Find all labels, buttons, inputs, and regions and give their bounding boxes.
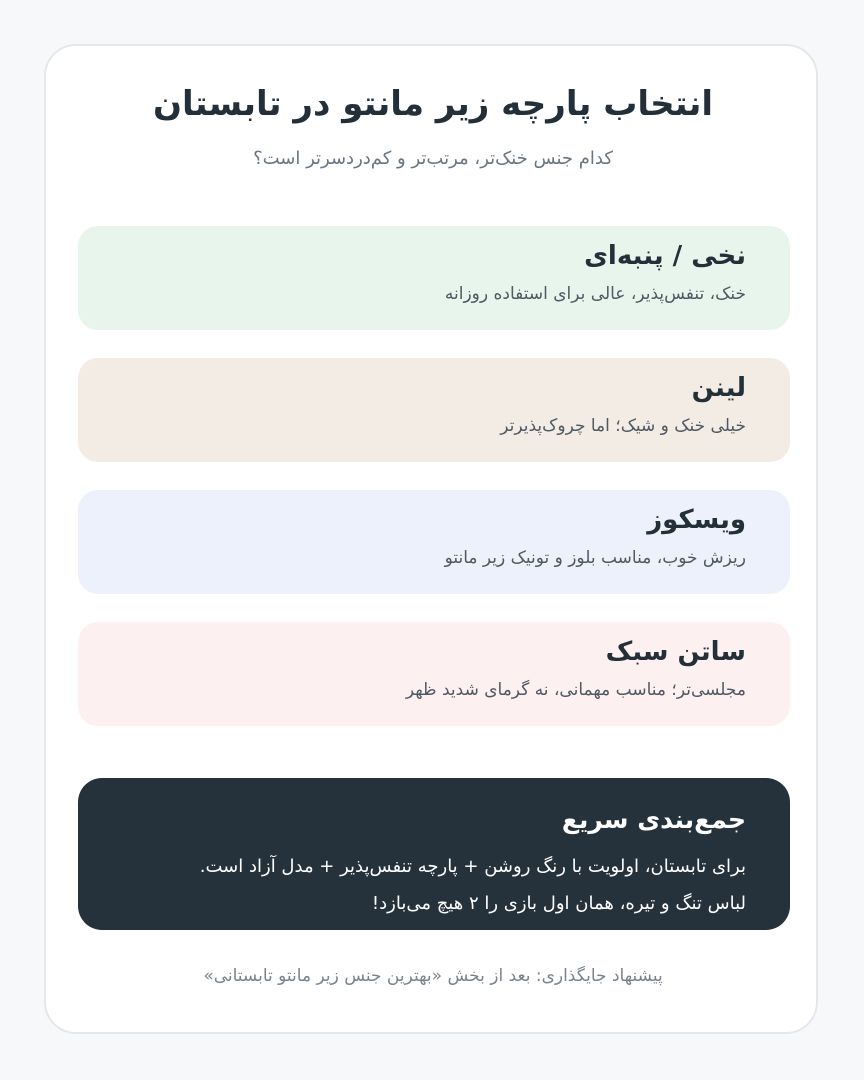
summary-text: [122, 848, 746, 922]
fabric-description: خنک، تنفس‌پذیر، عالی برای استفاده روزانه: [444, 284, 746, 304]
page-title: انتخاب پارچه زیر مانتو در تابستان: [152, 84, 713, 124]
fabric-description: خیلی خنک و شیک؛ اما چروک‌پذیرتر: [500, 416, 746, 436]
summary-box: [78, 778, 790, 930]
fabric-card-linen: [78, 358, 790, 462]
fabric-description: مجلسی‌تر؛ مناسب مهمانی، نه گرمای شدید ظهر: [405, 680, 746, 700]
page-subtitle: کدام جنس خنک‌تر، مرتب‌تر و کم‌دردسرتر است؟: [253, 148, 613, 169]
fabric-card-viscose: [78, 490, 790, 594]
infographic-card: [44, 44, 818, 1034]
fabric-name: لینن: [691, 373, 746, 403]
placement-note: پیشنهاد جایگذاری: بعد از بخش «بهترین جنس زیر مانتو تابستانی»: [203, 966, 663, 986]
summary-title: جمع‌بندی سریع: [561, 805, 746, 834]
fabric-card-satin: [78, 622, 790, 726]
fabric-description: ریزش خوب، مناسب بلوز و تونیک زیر مانتو: [444, 548, 746, 568]
fabric-name: ساتن سبک: [605, 637, 746, 667]
fabric-name: ویسکوز: [647, 505, 746, 535]
summary-line: لباس تنگ و تیره، همان اول بازی را ۲ هیچ می‌بازد!: [371, 893, 746, 914]
summary-line: برای تابستان، اولویت با رنگ روشن + پارچه تنفس‌پذیر + مدل آزاد است.: [199, 856, 746, 877]
fabric-name: نخی / پنبه‌ای: [584, 241, 746, 271]
fabric-card-cotton: [78, 226, 790, 330]
